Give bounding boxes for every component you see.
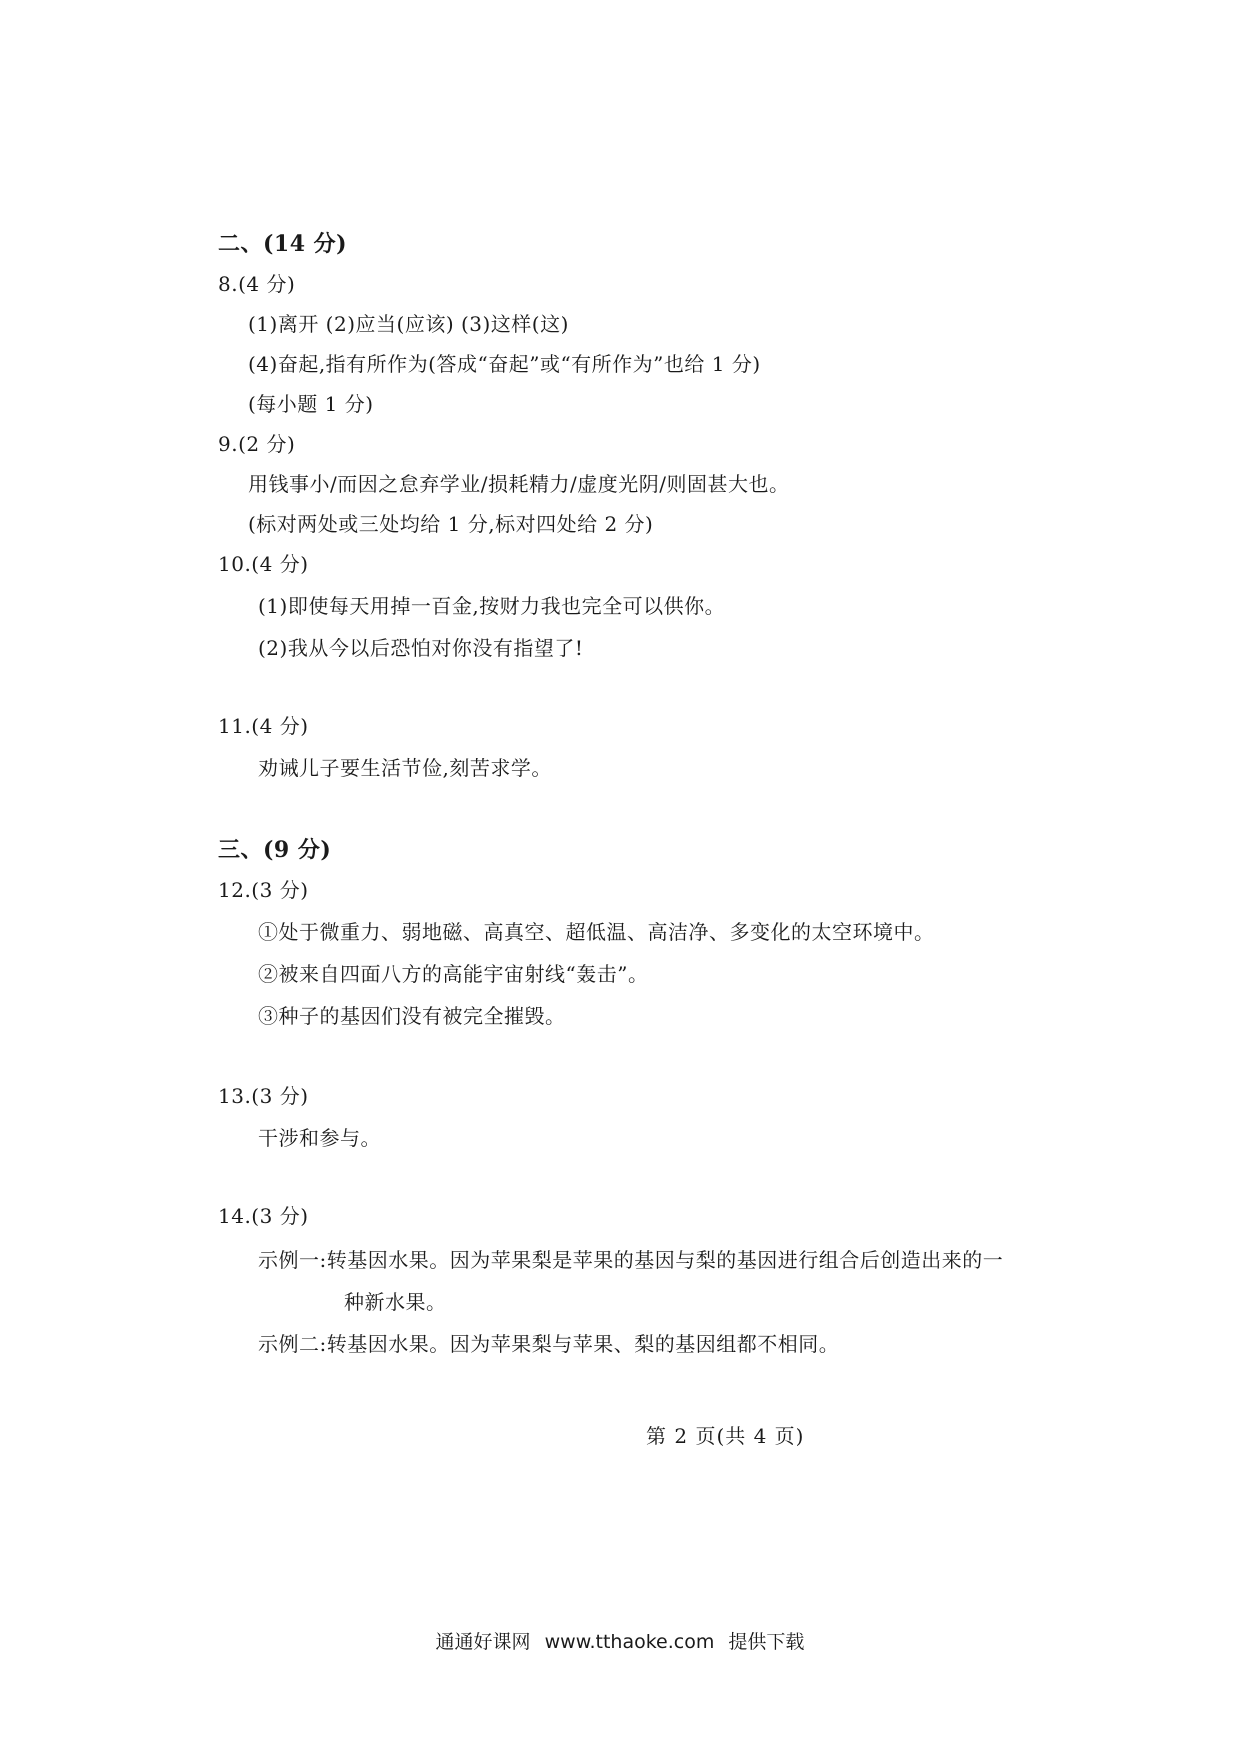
q12-answer-line-1: ①处于微重力、弱地磁、高真空、超低温、高洁净、多变化的太空环境中。 xyxy=(258,920,935,944)
page-number: 第 2 页(共 4 页) xyxy=(646,1424,805,1448)
q8-answer-line-2: (4)奋起,指有所作为(答成“奋起”或“有所作为”也给 1 分) xyxy=(248,352,761,376)
footer xyxy=(0,1628,1240,1656)
footer-url[interactable]: www.tthaoke.com xyxy=(544,1631,715,1653)
q11-answer-line-1: 劝诫儿子要生活节俭,刻苦求学。 xyxy=(258,756,552,780)
footer-provider-text: 提供下载 xyxy=(728,1631,805,1653)
q9-answer-line-1: 用钱事小/而因之怠弃学业/损耗精力/虚度光阴/则固甚大也。 xyxy=(248,472,790,496)
q10-label: 10.(4 分) xyxy=(218,552,309,576)
q10-answer-line-1: (1)即使每天用掉一百金,按财力我也完全可以供你。 xyxy=(258,594,726,618)
q12-answer-line-3: ③种子的基因们没有被完全摧毁。 xyxy=(258,1004,566,1028)
q14-example-2: 示例二:转基因水果。因为苹果梨与苹果、梨的基因组都不相同。 xyxy=(258,1332,840,1356)
q14-example-1: 示例一:转基因水果。因为苹果梨是苹果的基因与梨的基因进行组合后创造出来的一 xyxy=(258,1248,1004,1272)
q10-answer-line-2: (2)我从今以后恐怕对你没有指望了! xyxy=(258,636,584,660)
q13-label: 13.(3 分) xyxy=(218,1084,309,1108)
q8-scoring-note: (每小题 1 分) xyxy=(248,392,374,416)
q13-answer-line-1: 干涉和参与。 xyxy=(258,1126,381,1150)
q14-label: 14.(3 分) xyxy=(218,1204,309,1228)
q12-answer-line-2: ②被来自四面八方的高能宇宙射线“轰击”。 xyxy=(258,962,649,986)
q14-example-1-continued: 种新水果。 xyxy=(344,1290,447,1314)
q8-label: 8.(4 分) xyxy=(218,272,296,296)
q8-answer-line-1: (1)离开 (2)应当(应该) (3)这样(这) xyxy=(248,312,569,336)
q9-scoring-note: (标对两处或三处均给 1 分,标对四处给 2 分) xyxy=(248,512,654,536)
q9-label: 9.(2 分) xyxy=(218,432,296,456)
footer-site-name: 通通好课网 xyxy=(435,1631,531,1653)
q12-label: 12.(3 分) xyxy=(218,878,309,902)
section-3-heading: 三、(9 分) xyxy=(218,837,332,863)
section-2-heading: 二、(14 分) xyxy=(218,231,348,257)
q11-label: 11.(4 分) xyxy=(218,714,309,738)
